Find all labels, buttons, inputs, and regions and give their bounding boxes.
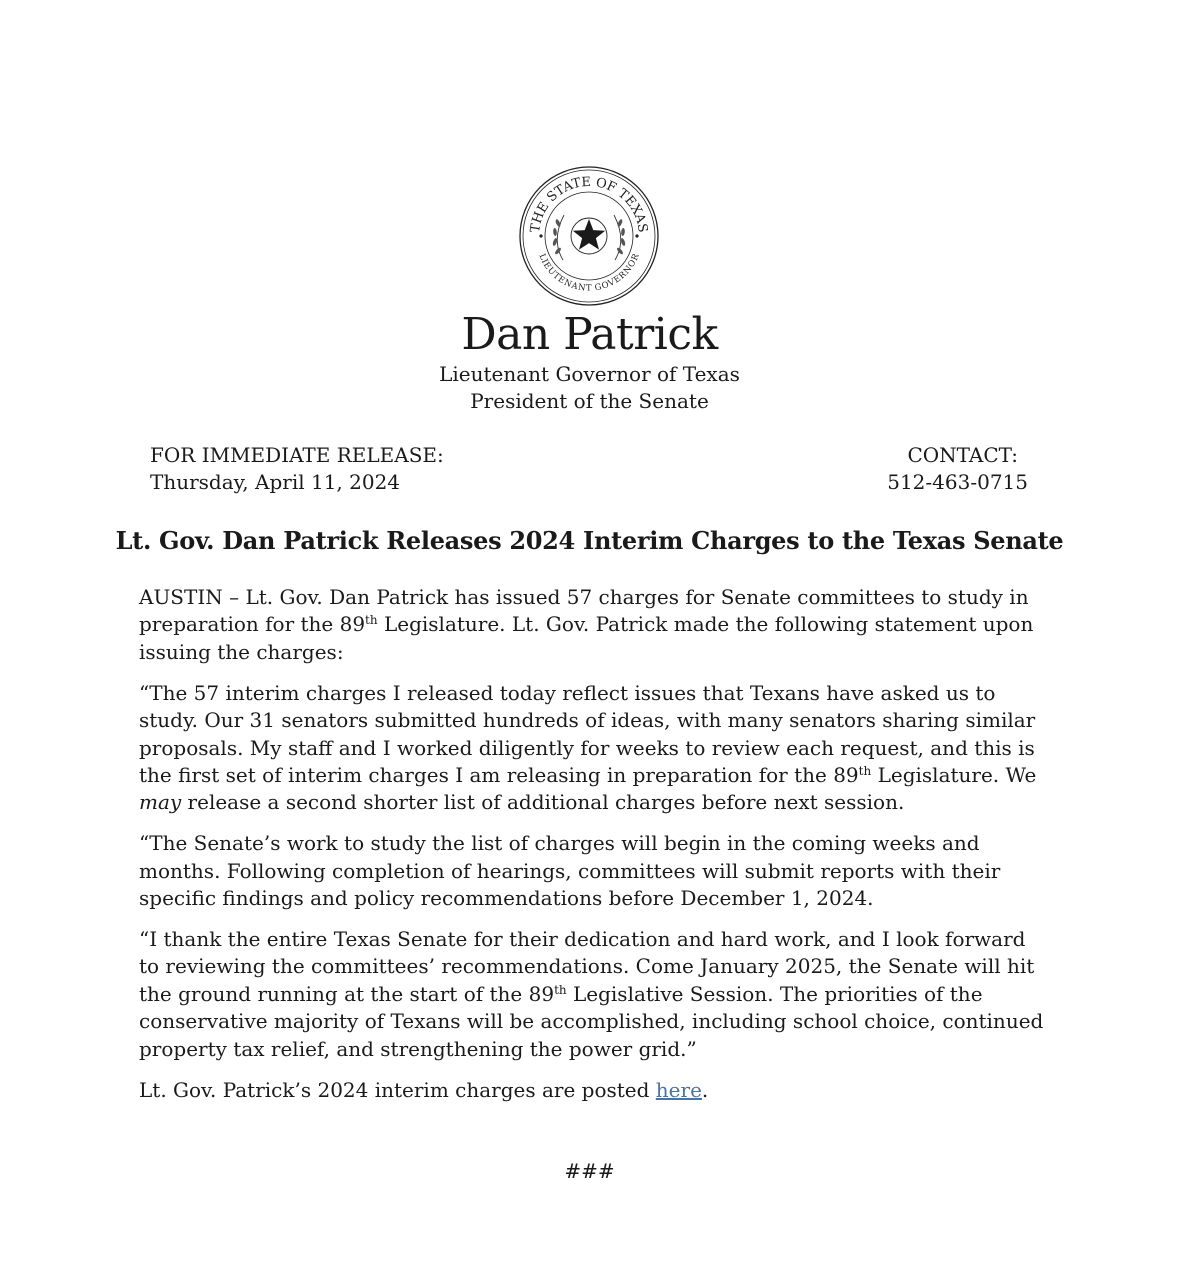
seal-bottom-text: LIEUTENANT GOVERNOR	[536, 252, 642, 294]
paragraph-link: Lt. Gov. Patrick’s 2024 interim charges are posted here.	[139, 1077, 709, 1102]
release-label: FOR IMMEDIATE RELEASE:	[150, 443, 444, 467]
lieutenant-governor-seal	[518, 165, 660, 307]
official-name: Dan Patrick	[461, 309, 718, 360]
paragraph-quote-3: “I thank the entire Texas Senate for their dedication and hard work, and I look forward to reviewing the committees’ recommendations. Come January 2025, the Senate will hit the ground running at the start of the 89th Legislative Session. The priorities of the conservative majority of Texans will be accomplished, including school choice, continued property tax relief, and strengthening the power grid.”	[139, 926, 1044, 1061]
contact-info	[887, 442, 1028, 496]
contact-label: CONTACT:	[907, 443, 1018, 467]
press-release-headline: Lt. Gov. Dan Patrick Releases 2024 Interim Charges to the Texas Senate	[115, 526, 1064, 555]
seal-top-text: THE STATE OF TEXAS	[528, 174, 650, 234]
release-info	[150, 442, 444, 496]
release-date: Thursday, April 11, 2024	[150, 470, 401, 494]
contact-phone: 512-463-0715	[887, 470, 1028, 494]
press-release-body	[139, 584, 1044, 1117]
official-secondary-title: President of the Senate	[470, 389, 709, 413]
interim-charges-link[interactable]: here	[655, 1077, 702, 1102]
paragraph-intro: AUSTIN – Lt. Gov. Dan Patrick has issued 57 charges for Senate committees to study in preparation for the 89th Legislature. Lt. Gov. Patrick made the following statement upon issuing the charges:	[139, 585, 1034, 664]
end-mark: ###	[564, 1159, 615, 1183]
paragraph-quote-2: “The Senate’s work to study the list of charges will begin in the coming weeks and months. Following completion of hearings, committees will submit reports with their specific findings and policy recommendations before December 1, 2024.	[139, 831, 1001, 911]
official-title: Lieutenant Governor of Texas	[439, 362, 740, 386]
paragraph-quote-1: “The 57 interim charges I released today reflect issues that Texans have asked us to study. Our 31 senators submitted hundreds of ideas, with many senators sharing similar proposals. My staff and I worked diligently for weeks to review each request, and this is the first set of interim charges I am releasing in preparation for the 89th Legislature. We may release a second shorter list of additional charges before next session.	[139, 680, 1037, 815]
star-icon	[573, 219, 605, 250]
